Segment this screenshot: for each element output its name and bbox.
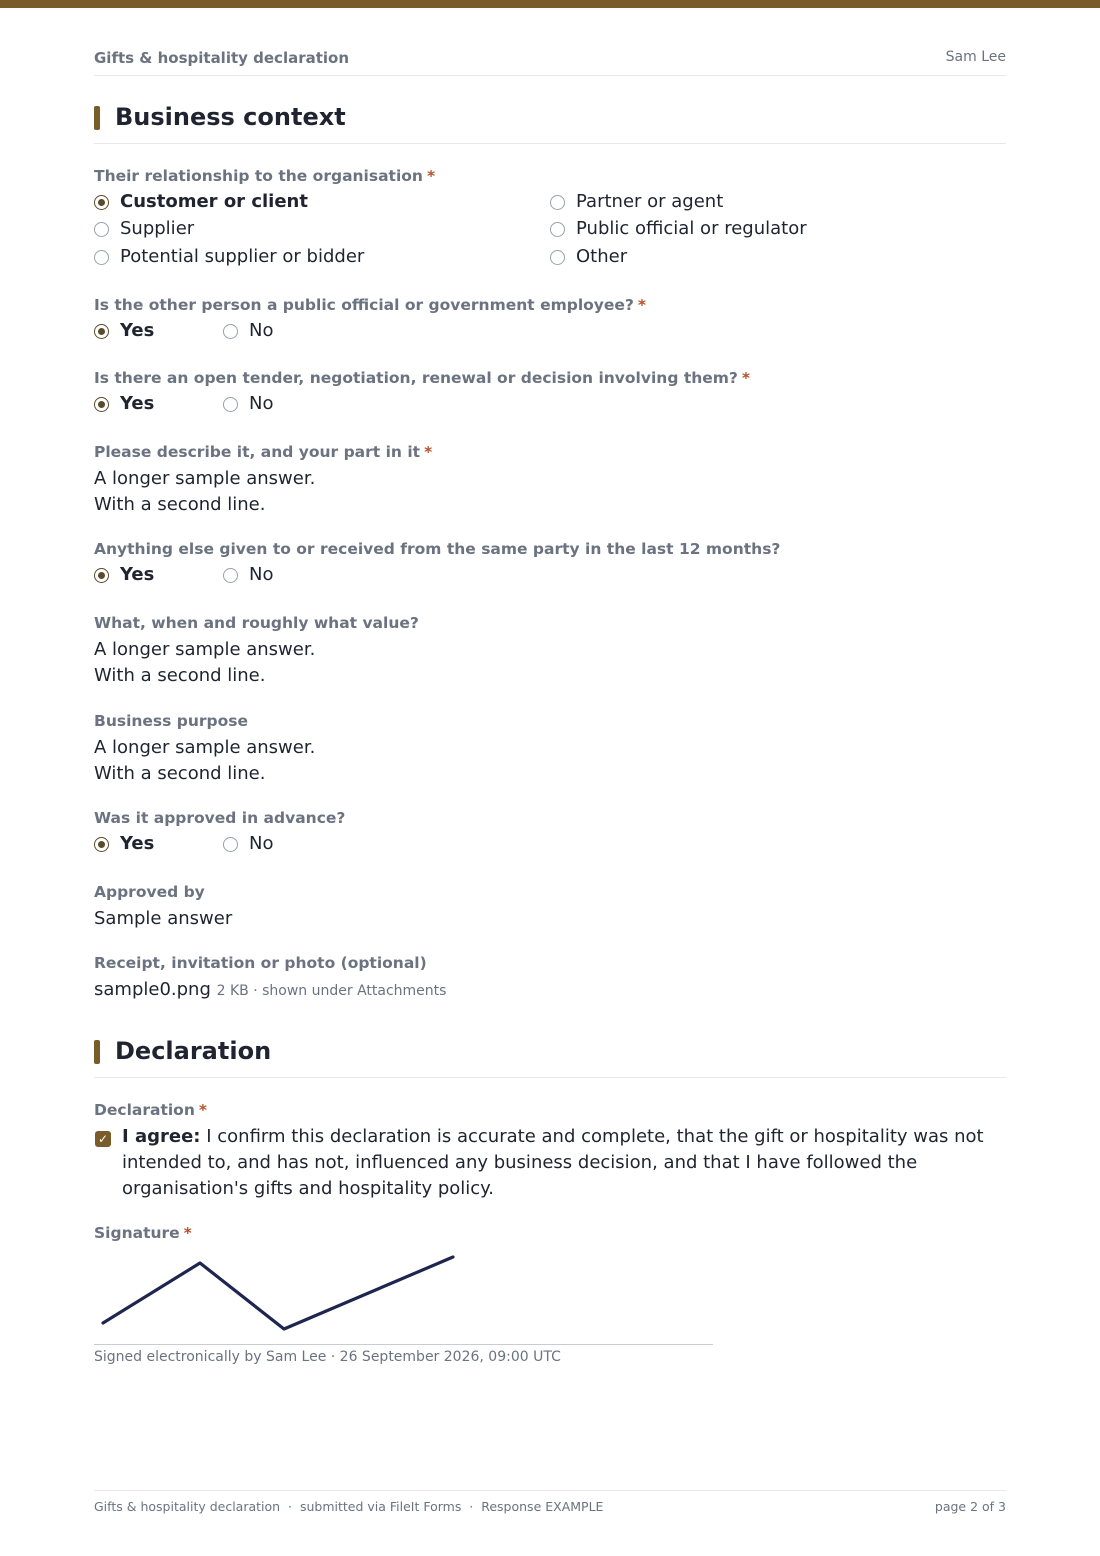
signature-meta: Signed electronically by Sam Lee · 26 September 2026, 09:00 UTC bbox=[94, 1349, 561, 1365]
question-label: Approved by bbox=[94, 883, 205, 901]
question-label: Was it approved in advance? bbox=[94, 809, 346, 827]
radio-selected-icon bbox=[94, 568, 109, 583]
required-marker: * bbox=[637, 296, 647, 314]
radio-empty-icon bbox=[94, 222, 109, 237]
page-header bbox=[94, 48, 1006, 76]
section-declaration bbox=[94, 1037, 1006, 1078]
radio-empty-icon bbox=[223, 324, 238, 339]
radio-empty-icon bbox=[550, 222, 565, 237]
answer-line: With a second line. bbox=[94, 763, 266, 784]
question-approved-in-advance: Was it approved in advance? Yes No bbox=[94, 808, 1006, 860]
section-title: Business context bbox=[115, 103, 346, 131]
attachment-filename: sample0.png bbox=[94, 979, 211, 1000]
section-marker bbox=[94, 106, 100, 130]
radio-selected-icon bbox=[94, 195, 109, 210]
agree-label: I agree: bbox=[122, 1126, 201, 1147]
signature-line bbox=[94, 1344, 713, 1345]
declaration-agree-checkbox-row[interactable] bbox=[94, 1124, 1006, 1204]
question-open-tender: Is there an open tender, negotiation, renewal or decision involving them? * Yes No bbox=[94, 368, 1006, 420]
footer-info: Gifts & hospitality declaration · submitted via FileIt Forms · Response EXAMPLE bbox=[94, 1499, 604, 1514]
question-describe bbox=[94, 442, 1006, 522]
question-signature bbox=[94, 1223, 1006, 1247]
question-label: Is the other person a public official or government employee? * bbox=[94, 296, 647, 314]
respondent-name: Sam Lee bbox=[945, 49, 1006, 65]
required-marker: * bbox=[424, 443, 433, 461]
question-public-official: Is the other person a public official or government employee? * Yes No bbox=[94, 295, 1006, 347]
required-marker: * bbox=[741, 369, 751, 387]
required-marker: * bbox=[183, 1224, 192, 1242]
form-title: Gifts & hospitality declaration bbox=[94, 49, 350, 67]
question-receipt-attachment bbox=[94, 953, 1006, 1005]
section-business-context bbox=[94, 103, 1006, 144]
attachment-entry[interactable] bbox=[94, 977, 1006, 1004]
radio-empty-icon bbox=[223, 397, 238, 412]
declaration-text bbox=[122, 1124, 1006, 1202]
required-marker: * bbox=[426, 167, 436, 185]
question-label: Their relationship to the organisation * bbox=[94, 167, 436, 185]
answer-line: A longer sample answer. bbox=[94, 639, 316, 660]
radio-empty-icon bbox=[94, 250, 109, 265]
question-relationship: Their relationship to the organisation * Customer or client Partner or agent Supplier Public official or regulator Potential supplier or bidder Other bbox=[94, 166, 1006, 276]
question-declaration bbox=[94, 1100, 1006, 1124]
radio-empty-icon bbox=[223, 568, 238, 583]
radio-selected-icon bbox=[94, 837, 109, 852]
question-label: Please describe it, and your part in it * bbox=[94, 443, 433, 461]
answer-line: With a second line. bbox=[94, 665, 266, 686]
radio-selected-icon bbox=[94, 397, 109, 412]
page-number: page 2 of 3 bbox=[934, 1499, 1006, 1514]
answer-line: A longer sample answer. bbox=[94, 737, 316, 758]
radio-selected-icon bbox=[94, 324, 109, 339]
page-footer bbox=[94, 1490, 1006, 1520]
radio-empty-icon bbox=[223, 837, 238, 852]
radio-empty-icon bbox=[550, 250, 565, 265]
answer-line: A longer sample answer. bbox=[94, 468, 316, 489]
question-label: Is there an open tender, negotiation, renewal or decision involving them? * bbox=[94, 369, 751, 387]
checkbox-checked-icon[interactable]: ✓ bbox=[95, 1131, 111, 1147]
section-marker bbox=[94, 1040, 100, 1064]
section-title: Declaration bbox=[115, 1037, 272, 1065]
top-accent-bar bbox=[0, 0, 1100, 8]
required-marker: * bbox=[198, 1101, 207, 1119]
radio-empty-icon bbox=[550, 195, 565, 210]
question-label: Anything else given to or received from the same party in the last 12 months? bbox=[94, 540, 781, 558]
attachment-meta: 2 KB · shown under Attachments bbox=[216, 983, 447, 999]
question-what-when-value bbox=[94, 613, 1006, 693]
signature-drawing bbox=[94, 1250, 494, 1340]
question-label: Signature * bbox=[94, 1224, 192, 1242]
question-approved-by bbox=[94, 882, 1006, 934]
question-anything-else: Anything else given to or received from the same party in the last 12 months? Yes No bbox=[94, 539, 1006, 591]
answer-value: Sample answer bbox=[94, 908, 233, 929]
question-label: Business purpose bbox=[94, 712, 249, 730]
declaration-statement: I confirm this declaration is accurate and complete, that the gift or hospitality was not intended to, and has not, influenced any business decision, and that I have followed the organisation's gifts and hospitality policy. bbox=[122, 1126, 984, 1199]
answer-line: With a second line. bbox=[94, 494, 266, 515]
question-label: Receipt, invitation or photo (optional) bbox=[94, 954, 427, 972]
question-label: What, when and roughly what value? bbox=[94, 614, 419, 632]
question-label: Declaration * bbox=[94, 1101, 207, 1119]
question-business-purpose bbox=[94, 711, 1006, 791]
